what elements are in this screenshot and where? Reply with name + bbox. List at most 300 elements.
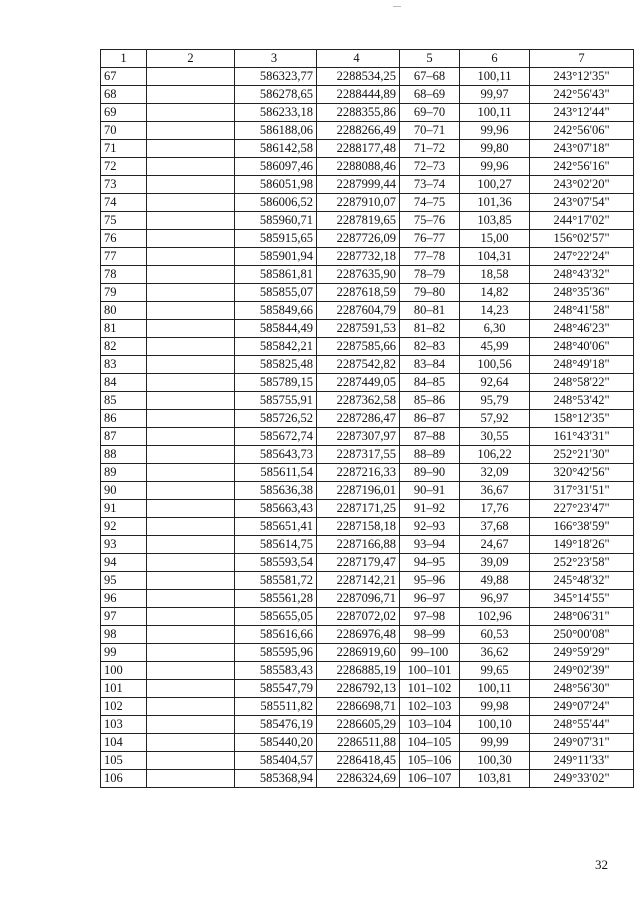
cell-coord-x: 585476,19 [235, 716, 317, 734]
cell-point-number: 72 [101, 158, 147, 176]
cell-point-number: 84 [101, 374, 147, 392]
cell-distance: 100,56 [460, 356, 530, 374]
table-row [101, 428, 634, 446]
cell-coord-y: 2286792,13 [317, 680, 400, 698]
table-row [101, 140, 634, 158]
table-row [101, 752, 634, 770]
cell-point-name [147, 176, 235, 194]
cell-point-name [147, 158, 235, 176]
cell-bearing: 248°40'06" [530, 338, 634, 356]
cell-point-number: 78 [101, 266, 147, 284]
cell-coord-y: 2286605,29 [317, 716, 400, 734]
cell-segment: 96–97 [400, 590, 460, 608]
cell-point-number: 99 [101, 644, 147, 662]
cell-bearing: 248°41'58" [530, 302, 634, 320]
cell-segment: 98–99 [400, 626, 460, 644]
cell-segment: 97–98 [400, 608, 460, 626]
cell-distance: 103,81 [460, 770, 530, 788]
cell-point-name [147, 86, 235, 104]
table-row [101, 626, 634, 644]
table-row [101, 464, 634, 482]
cell-coord-x: 585672,74 [235, 428, 317, 446]
cell-distance: 95,79 [460, 392, 530, 410]
cell-coord-y: 2288355,86 [317, 104, 400, 122]
cell-coord-x: 585844,49 [235, 320, 317, 338]
cell-coord-y: 2287726,09 [317, 230, 400, 248]
cell-point-name [147, 230, 235, 248]
table-row [101, 536, 634, 554]
cell-point-name [147, 68, 235, 86]
cell-segment: 81–82 [400, 320, 460, 338]
cell-distance: 15,00 [460, 230, 530, 248]
page-number: 32 [595, 857, 608, 872]
cell-segment: 73–74 [400, 176, 460, 194]
cell-coord-y: 2288266,49 [317, 122, 400, 140]
cell-point-number: 94 [101, 554, 147, 572]
table-header-row [101, 50, 634, 68]
cell-coord-x: 585511,82 [235, 698, 317, 716]
cell-coord-y: 2287585,66 [317, 338, 400, 356]
cell-segment: 86–87 [400, 410, 460, 428]
cell-coord-y: 2287171,25 [317, 500, 400, 518]
cell-point-number: 102 [101, 698, 147, 716]
cell-point-number: 101 [101, 680, 147, 698]
cell-distance: 36,67 [460, 482, 530, 500]
cell-bearing: 248°55'44" [530, 716, 634, 734]
cell-distance: 30,55 [460, 428, 530, 446]
cell-point-name [147, 644, 235, 662]
cell-point-number: 86 [101, 410, 147, 428]
cell-segment: 94–95 [400, 554, 460, 572]
table-row [101, 266, 634, 284]
cell-point-name [147, 536, 235, 554]
table-row [101, 716, 634, 734]
cell-distance: 99,80 [460, 140, 530, 158]
cell-bearing: 250°00'08" [530, 626, 634, 644]
cell-coord-x: 585915,65 [235, 230, 317, 248]
cell-point-name [147, 734, 235, 752]
cell-coord-y: 2287286,47 [317, 410, 400, 428]
cell-distance: 102,96 [460, 608, 530, 626]
cell-distance: 101,36 [460, 194, 530, 212]
cell-coord-y: 2287317,55 [317, 446, 400, 464]
cell-bearing: 249°59'29" [530, 644, 634, 662]
cell-point-name [147, 122, 235, 140]
cell-bearing: 244°17'02" [530, 212, 634, 230]
cell-coord-y: 2287072,02 [317, 608, 400, 626]
cell-point-number: 79 [101, 284, 147, 302]
cell-point-number: 81 [101, 320, 147, 338]
cell-point-name [147, 194, 235, 212]
table-row [101, 698, 634, 716]
cell-coord-y: 2286885,19 [317, 662, 400, 680]
cell-bearing: 252°23'58" [530, 554, 634, 572]
table-row [101, 194, 634, 212]
cell-segment: 72–73 [400, 158, 460, 176]
cell-bearing: 243°02'20" [530, 176, 634, 194]
cell-bearing: 320°42'56" [530, 464, 634, 482]
cell-coord-x: 585583,43 [235, 662, 317, 680]
cell-bearing: 243°12'35" [530, 68, 634, 86]
cell-bearing: 345°14'55" [530, 590, 634, 608]
cell-coord-x: 585861,81 [235, 266, 317, 284]
cell-segment: 84–85 [400, 374, 460, 392]
cell-point-name [147, 446, 235, 464]
cell-point-number: 77 [101, 248, 147, 266]
cell-point-number: 88 [101, 446, 147, 464]
table-row [101, 608, 634, 626]
header-col-5: 5 [400, 50, 460, 68]
cell-bearing: 249°02'39" [530, 662, 634, 680]
cell-coord-y: 2288088,46 [317, 158, 400, 176]
cell-coord-y: 2286698,71 [317, 698, 400, 716]
cell-segment: 106–107 [400, 770, 460, 788]
cell-coord-y: 2287158,18 [317, 518, 400, 536]
cell-coord-y: 2287142,21 [317, 572, 400, 590]
cell-distance: 99,97 [460, 86, 530, 104]
cell-point-number: 91 [101, 500, 147, 518]
cell-point-name [147, 518, 235, 536]
cell-point-name [147, 392, 235, 410]
header-col-1: 1 [101, 50, 147, 68]
cell-point-number: 82 [101, 338, 147, 356]
cell-bearing: 156°02'57" [530, 230, 634, 248]
cell-segment: 68–69 [400, 86, 460, 104]
cell-bearing: 249°07'31" [530, 734, 634, 752]
table-row [101, 104, 634, 122]
cell-bearing: 248°43'32" [530, 266, 634, 284]
table-row [101, 644, 634, 662]
cell-point-name [147, 248, 235, 266]
cell-point-number: 95 [101, 572, 147, 590]
cell-point-number: 104 [101, 734, 147, 752]
cell-point-name [147, 356, 235, 374]
cell-bearing: 242°56'06" [530, 122, 634, 140]
cell-point-name [147, 698, 235, 716]
cell-segment: 74–75 [400, 194, 460, 212]
cell-coord-x: 586097,46 [235, 158, 317, 176]
cell-coord-y: 2287732,18 [317, 248, 400, 266]
cell-segment: 67–68 [400, 68, 460, 86]
cell-coord-y: 2288534,25 [317, 68, 400, 86]
cell-distance: 6,30 [460, 320, 530, 338]
cell-bearing: 247°22'24" [530, 248, 634, 266]
table-row [101, 572, 634, 590]
cell-coord-x: 586323,77 [235, 68, 317, 86]
cell-point-number: 75 [101, 212, 147, 230]
cell-bearing: 243°07'18" [530, 140, 634, 158]
cell-distance: 96,97 [460, 590, 530, 608]
cell-distance: 60,53 [460, 626, 530, 644]
cell-bearing: 166°38'59" [530, 518, 634, 536]
header-col-6: 6 [460, 50, 530, 68]
cell-distance: 17,76 [460, 500, 530, 518]
cell-coord-x: 585440,20 [235, 734, 317, 752]
table-row [101, 518, 634, 536]
cell-segment: 100–101 [400, 662, 460, 680]
table-row [101, 410, 634, 428]
cell-coord-y: 2286511,88 [317, 734, 400, 752]
cell-coord-x: 585404,57 [235, 752, 317, 770]
cell-distance: 99,96 [460, 158, 530, 176]
table-body [101, 68, 634, 788]
cell-coord-x: 585842,21 [235, 338, 317, 356]
cell-point-number: 90 [101, 482, 147, 500]
cell-segment: 69–70 [400, 104, 460, 122]
cell-bearing: 242°56'43" [530, 86, 634, 104]
cell-coord-x: 585960,71 [235, 212, 317, 230]
cell-point-name [147, 572, 235, 590]
cell-segment: 71–72 [400, 140, 460, 158]
cell-bearing: 248°53'42" [530, 392, 634, 410]
cell-coord-x: 585755,91 [235, 392, 317, 410]
cell-distance: 100,11 [460, 68, 530, 86]
cell-coord-y: 2286324,69 [317, 770, 400, 788]
cell-bearing: 227°23'47" [530, 500, 634, 518]
cell-bearing: 248°35'36" [530, 284, 634, 302]
cell-coord-x: 585825,48 [235, 356, 317, 374]
cell-point-number: 74 [101, 194, 147, 212]
cell-coord-x: 586051,98 [235, 176, 317, 194]
cell-point-name [147, 662, 235, 680]
cell-bearing: 243°07'54" [530, 194, 634, 212]
coordinates-table [100, 49, 634, 788]
cell-point-name [147, 680, 235, 698]
cell-coord-x: 585789,15 [235, 374, 317, 392]
cell-point-number: 76 [101, 230, 147, 248]
header-col-4: 4 [317, 50, 400, 68]
cell-coord-x: 585655,05 [235, 608, 317, 626]
cell-distance: 92,64 [460, 374, 530, 392]
cell-segment: 76–77 [400, 230, 460, 248]
cell-coord-y: 2286976,48 [317, 626, 400, 644]
cell-distance: 99,65 [460, 662, 530, 680]
cell-point-number: 69 [101, 104, 147, 122]
cell-distance: 100,30 [460, 752, 530, 770]
cell-distance: 14,82 [460, 284, 530, 302]
cell-segment: 104–105 [400, 734, 460, 752]
cell-bearing: 248°46'23" [530, 320, 634, 338]
cell-point-name [147, 590, 235, 608]
cell-point-name [147, 338, 235, 356]
cell-point-name [147, 104, 235, 122]
cell-segment: 79–80 [400, 284, 460, 302]
cell-segment: 105–106 [400, 752, 460, 770]
cell-point-name [147, 320, 235, 338]
cell-coord-x: 586278,65 [235, 86, 317, 104]
cell-segment: 89–90 [400, 464, 460, 482]
cell-coord-x: 585849,66 [235, 302, 317, 320]
cell-point-name [147, 284, 235, 302]
table-row [101, 302, 634, 320]
cell-coord-x: 585614,75 [235, 536, 317, 554]
cell-point-name [147, 302, 235, 320]
cell-distance: 39,09 [460, 554, 530, 572]
cell-coord-x: 585593,54 [235, 554, 317, 572]
cell-point-number: 73 [101, 176, 147, 194]
cell-coord-x: 585855,07 [235, 284, 317, 302]
cell-coord-y: 2287166,88 [317, 536, 400, 554]
cell-coord-x: 585651,41 [235, 518, 317, 536]
table-row [101, 356, 634, 374]
cell-distance: 100,11 [460, 680, 530, 698]
cell-point-number: 96 [101, 590, 147, 608]
cell-point-name [147, 140, 235, 158]
cell-point-number: 87 [101, 428, 147, 446]
header-col-7: 7 [530, 50, 634, 68]
cell-bearing: 243°12'44" [530, 104, 634, 122]
table-row [101, 446, 634, 464]
table-row [101, 734, 634, 752]
table-row [101, 284, 634, 302]
cell-segment: 95–96 [400, 572, 460, 590]
cell-segment: 87–88 [400, 428, 460, 446]
table-row [101, 770, 634, 788]
cell-distance: 57,92 [460, 410, 530, 428]
table-row [101, 590, 634, 608]
cell-coord-x: 585547,79 [235, 680, 317, 698]
cell-distance: 32,09 [460, 464, 530, 482]
table-row [101, 500, 634, 518]
cell-distance: 49,88 [460, 572, 530, 590]
cell-segment: 90–91 [400, 482, 460, 500]
cell-point-number: 92 [101, 518, 147, 536]
cell-bearing: 149°18'26" [530, 536, 634, 554]
table-row [101, 68, 634, 86]
cell-segment: 102–103 [400, 698, 460, 716]
cell-bearing: 248°06'31" [530, 608, 634, 626]
cell-point-name [147, 464, 235, 482]
cell-point-number: 89 [101, 464, 147, 482]
cell-coord-y: 2287362,58 [317, 392, 400, 410]
cell-coord-x: 586142,58 [235, 140, 317, 158]
cell-point-number: 105 [101, 752, 147, 770]
cell-bearing: 249°07'24" [530, 698, 634, 716]
cell-segment: 99–100 [400, 644, 460, 662]
cell-point-number: 68 [101, 86, 147, 104]
cell-coord-y: 2287449,05 [317, 374, 400, 392]
table-row [101, 122, 634, 140]
cell-segment: 70–71 [400, 122, 460, 140]
cell-distance: 36,62 [460, 644, 530, 662]
cell-distance: 24,67 [460, 536, 530, 554]
cell-bearing: 248°56'30" [530, 680, 634, 698]
table-row [101, 482, 634, 500]
cell-point-name [147, 626, 235, 644]
cell-point-number: 67 [101, 68, 147, 86]
cell-segment: 88–89 [400, 446, 460, 464]
cell-coord-y: 2287819,65 [317, 212, 400, 230]
cell-point-name [147, 374, 235, 392]
cell-coord-y: 2287635,90 [317, 266, 400, 284]
cell-coord-x: 585368,94 [235, 770, 317, 788]
cell-segment: 75–76 [400, 212, 460, 230]
cell-coord-y: 2288444,89 [317, 86, 400, 104]
table-row [101, 158, 634, 176]
cell-coord-y: 2287542,82 [317, 356, 400, 374]
cell-distance: 106,22 [460, 446, 530, 464]
cell-coord-y: 2287179,47 [317, 554, 400, 572]
cell-coord-y: 2287999,44 [317, 176, 400, 194]
table-row [101, 86, 634, 104]
cell-segment: 103–104 [400, 716, 460, 734]
cell-coord-x: 586233,18 [235, 104, 317, 122]
table-row [101, 212, 634, 230]
cell-coord-x: 585611,54 [235, 464, 317, 482]
cell-distance: 103,85 [460, 212, 530, 230]
table-row [101, 338, 634, 356]
cell-point-number: 71 [101, 140, 147, 158]
table-row [101, 230, 634, 248]
cell-segment: 82–83 [400, 338, 460, 356]
cell-bearing: 161°43'31" [530, 428, 634, 446]
cell-bearing: 248°49'18" [530, 356, 634, 374]
cell-coord-y: 2287591,53 [317, 320, 400, 338]
cell-segment: 85–86 [400, 392, 460, 410]
cell-coord-y: 2287618,59 [317, 284, 400, 302]
scan-artifact [393, 6, 401, 7]
cell-coord-x: 585595,96 [235, 644, 317, 662]
cell-distance: 14,23 [460, 302, 530, 320]
cell-point-name [147, 752, 235, 770]
cell-point-name [147, 482, 235, 500]
cell-coord-x: 585616,66 [235, 626, 317, 644]
cell-point-number: 85 [101, 392, 147, 410]
cell-bearing: 248°58'22" [530, 374, 634, 392]
cell-segment: 77–78 [400, 248, 460, 266]
cell-point-number: 80 [101, 302, 147, 320]
cell-point-name [147, 266, 235, 284]
cell-bearing: 317°31'51" [530, 482, 634, 500]
cell-coord-x: 585561,28 [235, 590, 317, 608]
cell-bearing: 249°33'02" [530, 770, 634, 788]
cell-point-name [147, 608, 235, 626]
cell-coord-x: 585726,52 [235, 410, 317, 428]
cell-distance: 99,99 [460, 734, 530, 752]
cell-point-name [147, 770, 235, 788]
header-col-2: 2 [147, 50, 235, 68]
cell-point-number: 103 [101, 716, 147, 734]
cell-bearing: 245°48'32" [530, 572, 634, 590]
cell-point-name [147, 212, 235, 230]
cell-coord-y: 2287196,01 [317, 482, 400, 500]
cell-segment: 78–79 [400, 266, 460, 284]
header-col-3: 3 [235, 50, 317, 68]
cell-coord-y: 2288177,48 [317, 140, 400, 158]
cell-distance: 99,98 [460, 698, 530, 716]
cell-distance: 100,10 [460, 716, 530, 734]
cell-point-number: 106 [101, 770, 147, 788]
cell-bearing: 249°11'33" [530, 752, 634, 770]
cell-bearing: 158°12'35" [530, 410, 634, 428]
cell-point-number: 97 [101, 608, 147, 626]
cell-segment: 93–94 [400, 536, 460, 554]
table-row [101, 392, 634, 410]
cell-coord-x: 585581,72 [235, 572, 317, 590]
cell-segment: 92–93 [400, 518, 460, 536]
cell-coord-x: 585643,73 [235, 446, 317, 464]
table-row [101, 662, 634, 680]
cell-distance: 45,99 [460, 338, 530, 356]
cell-coord-y: 2286919,60 [317, 644, 400, 662]
cell-coord-y: 2287307,97 [317, 428, 400, 446]
cell-point-name [147, 716, 235, 734]
cell-coord-y: 2287604,79 [317, 302, 400, 320]
table-row [101, 680, 634, 698]
cell-coord-x: 586006,52 [235, 194, 317, 212]
cell-coord-y: 2287096,71 [317, 590, 400, 608]
cell-bearing: 242°56'16" [530, 158, 634, 176]
